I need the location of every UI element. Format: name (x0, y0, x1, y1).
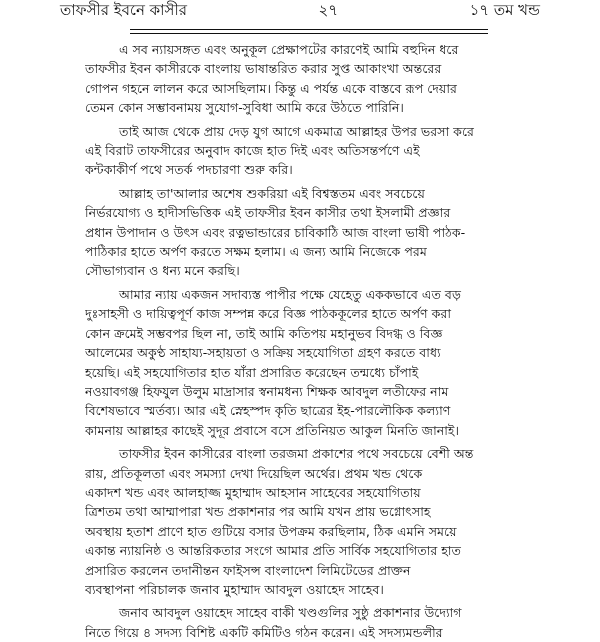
text-line: তেমন কোন সম্ভাবনাময় সুযোগ-সুবিধা আমি করে উঠতে পারিনি। (85, 100, 404, 116)
text-line: আলেমের অকুণ্ঠ সাহায্য-সহায়তা ও সক্রিয় সহযোগিতা গ্রহণ করতে বাধ্য (85, 345, 441, 361)
text-line: হয়েছি। এই সহযোগিতার হাত যাঁরা প্রসারিত করেছেন তন্মধ্যে চাঁপাই (85, 364, 419, 380)
body-text (85, 40, 518, 642)
text-line: সৌভাগ্যবান ও ধন্য মনে করছি। (85, 263, 240, 279)
text-line: পাঠিকার হাতে অর্পণ করতে সক্ষম হলাম। এ জন্য আমি নিজেকে পরম (85, 244, 427, 260)
running-header (60, 0, 540, 30)
text-line: প্রসারিত করলেন তদানীন্তন ফাইসন্স বাংলাদেশ লিমিটেডের প্রাক্তন (85, 562, 411, 578)
text-line: কন্টকাকীর্ণ পথে সতর্ক পদচারণা শুরু করি। (85, 162, 293, 178)
paragraph (85, 122, 518, 180)
text-line: নিতে গিয়ে ৪ সদস্য বিশিষ্ট একটি কমিটিও গঠন করেন। এই সদস্যমন্ডলীর (85, 624, 443, 640)
text-line: প্রধান উপাদান ও উৎস এবং রত্নভান্ডারের চাবিকাঠি আজ বাংলা ভাষী পাঠক- (85, 224, 466, 240)
book-title: তাফসীর ইবনে কাসীর (60, 1, 187, 19)
text-line: আমার ন্যায় একজন সদাব্যস্ত পাপীর পক্ষে যেহেতু এককভাবে এত বড় (119, 286, 461, 302)
paragraph (85, 603, 518, 642)
text-line: তাই আজ থেকে প্রায় দেড় যুগ আগে একমাত্র আল্লাহর উপর ভরসা করে (119, 123, 474, 139)
text-line: এই বিরাট তাফসীরের অনুবাদ কাজে হাত দিই এবং অতিসন্তর্পণে এই (85, 143, 420, 159)
text-line: তাফসীর ইবন কাসীরকে বাংলায় ভাষান্তরিত করার সুপ্ত আকাংখা অন্তরের (85, 61, 442, 77)
text-line: এ সব ন্যায়সঙ্গত এবং অনুকূল প্রেক্ষাপটের কারণেই আমি বহুদিন ধরে (119, 42, 459, 57)
text-line: ব্যবস্থাপনা পরিচালক জনাব মুহাম্মাদ আবদুল ওয়াহেদ সাহেব। (85, 581, 384, 597)
text-line: একাদশ খন্ড এবং আলহাজ্জ মুহাম্মাদ আহসান সাহেবের সহযোগিতায় (85, 484, 421, 500)
text-line: জনাব আবদুল ওয়াহেদ সাহেব বাকী খণ্ডগুলির সুষ্ঠু প্রকাশনার উদ্যোগ (119, 605, 462, 621)
text-line: দুঃসাহসী ও দায়িত্বপূর্ণ কাজ সম্পন্ন করে বিজ্ঞ পাঠককূলের হাতে অর্পণ করা (85, 306, 452, 322)
paragraph (85, 444, 518, 599)
paragraph (85, 184, 518, 281)
text-line: কামনায় আল্লাহর কাছেই সুদূর প্রবাসে বসে প্রতিনিয়ত আকুল মিনতি জানাই। (85, 422, 459, 438)
paragraph (85, 285, 518, 440)
text-line: অবস্থায় হতাশ প্রাণে হাত গুটিয়ে বসার উপক্রম করছিলাম, ঠিক এমনি সময়ে (85, 523, 457, 539)
text-line: তাফসীর ইবন কাসীরের বাংলা তরজমা প্রকাশের পথে সবচেয়ে বেশী অন্ত (119, 446, 474, 462)
text-line: একান্ত ন্যায়নিষ্ঠ ও আন্তরিকতার সংগে আমার প্রতি সার্বিক সহযোগিতার হাত (85, 543, 461, 559)
page-number: ২৭ (318, 1, 339, 19)
text-line: ত্রিশতম তথা আম্মাপারা খন্ড প্রকাশনার পর আমি যখন প্রায় ভগ্নোৎসাহ (85, 504, 431, 520)
paragraph (85, 40, 518, 118)
header-rule-top (130, 29, 488, 30)
text-line: আল্লাহ তা'আলার অশেষ শুকরিয়া এই বিশ্বস্ততম এবং সবচেয়ে (119, 185, 425, 201)
volume-label: ১৭ তম খন্ড (469, 1, 540, 19)
text-line: রায়, প্রতিকূলতা এবং সমস্যা দেখা দিয়েছিল অর্থের। প্রথম খন্ড থেকে (85, 465, 423, 481)
header-rule-bottom (130, 33, 488, 34)
text-line: বিশেষভাবে স্মর্তব্য। আর এই স্নেহস্পদ কৃতি ছাত্রের ইহ-পারলৌকিক কল্যাণ (85, 403, 451, 419)
text-line: কোন ক্রমেই সম্ভবপর ছিল না, তাই আমি কতিপয় মহানুভব বিদগ্ধ ও বিজ্ঞ (85, 325, 443, 341)
text-line: নওয়াবগঞ্জ হিফযুল উলুম মাদ্রাসার স্বনামধন্য শিক্ষক আবদুল লতীফের নাম (85, 383, 449, 399)
text-line: নির্ভরযোগ্য ও হাদীসভিত্তিক এই তাফসীর ইবন কাসীর তথা ইসলামী প্রজ্ঞার (85, 205, 451, 221)
text-line: গোপন গহনে লালন করে আসছিলাম। কিন্তু এ পর্যন্ত একে বাস্তবে রূপ দেয়ার (85, 80, 457, 96)
